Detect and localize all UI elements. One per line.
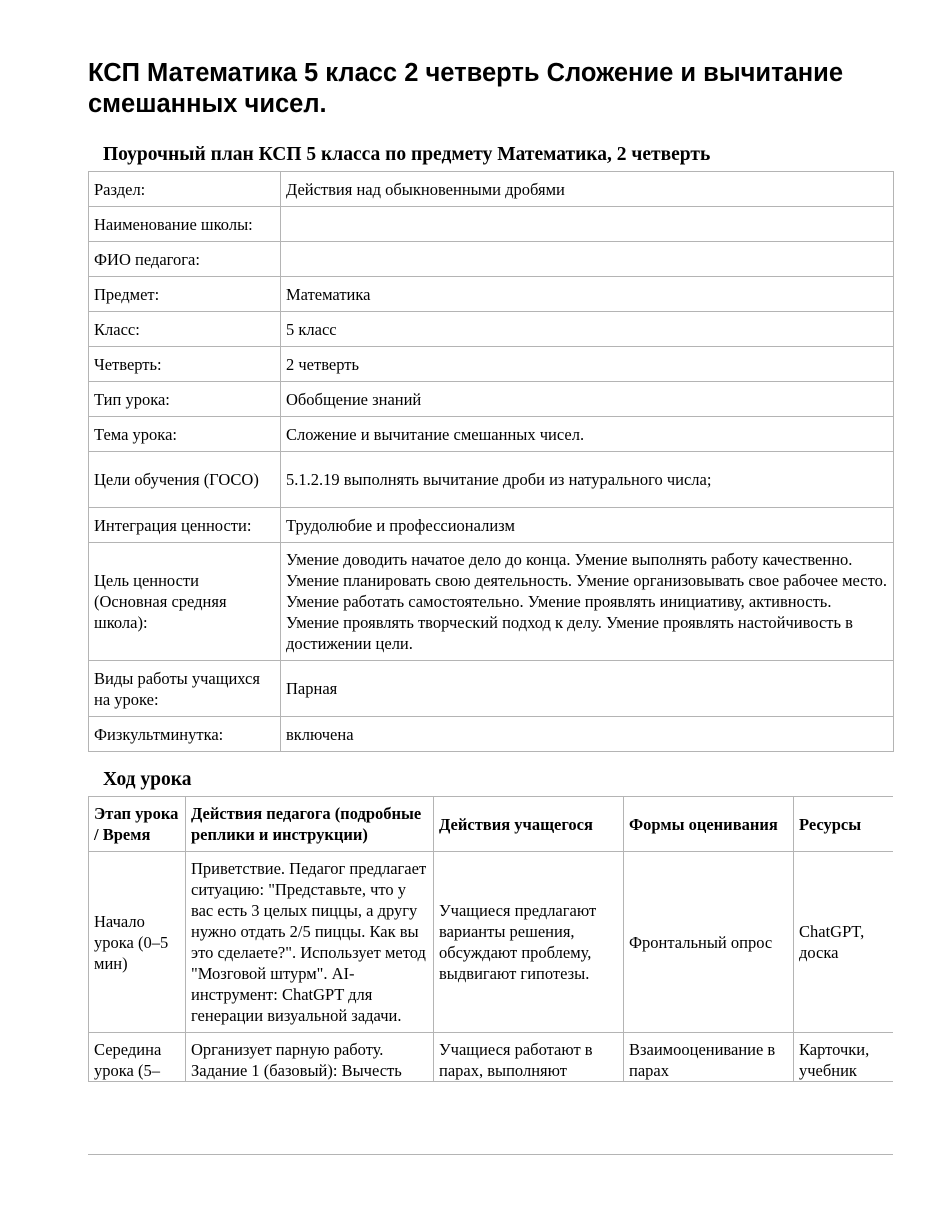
- info-row-learning-goals: [89, 452, 894, 508]
- info-row-work-types: [89, 661, 894, 717]
- flow-assessment: Взаимооценивание в парах: [624, 1033, 794, 1082]
- info-label: Четверть:: [89, 347, 281, 382]
- header-resources: Ресурсы: [794, 797, 894, 852]
- info-value: включена: [281, 717, 894, 752]
- info-value: Сложение и вычитание смешанных чисел.: [281, 417, 894, 452]
- flow-header-row: [89, 797, 894, 852]
- flow-resources: Карточки, учебник: [794, 1033, 894, 1082]
- info-label: Цели обучения (ГОСО): [89, 452, 281, 508]
- header-assessment: Формы оценивания: [624, 797, 794, 852]
- lesson-flow-container: [88, 796, 893, 1155]
- info-row-value-integration: [89, 508, 894, 543]
- flow-student-actions: Учащиеся работают в парах, выполняют: [434, 1033, 624, 1082]
- flow-student-actions: Учащиеся предлагают варианты решения, обсуждают проблему, выдвигают гипотезы.: [434, 852, 624, 1033]
- info-value: 5.1.2.19 выполнять вычитание дроби из натурального числа;: [281, 452, 894, 508]
- flow-heading: Ход урока: [103, 769, 192, 790]
- info-row-value-goal: [89, 543, 894, 661]
- info-label: Физкультминутка:: [89, 717, 281, 752]
- flow-stage: Начало урока (0–5 мин): [89, 852, 186, 1033]
- info-label: Виды работы учащихся на уроке:: [89, 661, 281, 717]
- info-label: Цель ценности (Основная средняя школа):: [89, 543, 281, 661]
- info-value: [281, 242, 894, 277]
- info-row-teacher: [89, 242, 894, 277]
- info-label: Раздел:: [89, 172, 281, 207]
- flow-teacher-actions: Приветствие. Педагог предлагает ситуацию: "Представьте, что у вас есть 3 целых пиццы, а другу нужно отдать 2/5 пиццы. Как вы это сделаете?". Использует метод "Мозговой штурм". AI-инструмент: ChatGPT для генерации визуальной задачи.: [186, 852, 434, 1033]
- info-value: 5 класс: [281, 312, 894, 347]
- info-value: [281, 207, 894, 242]
- info-value: 2 четверть: [281, 347, 894, 382]
- info-row-grade: [89, 312, 894, 347]
- info-row-physical-break: [89, 717, 894, 752]
- info-row-school: [89, 207, 894, 242]
- info-label: Тема урока:: [89, 417, 281, 452]
- flow-resources: ChatGPT, доска: [794, 852, 894, 1033]
- info-label: Интеграция ценности:: [89, 508, 281, 543]
- flow-stage: Середина урока (5–: [89, 1033, 186, 1082]
- info-label: Тип урока:: [89, 382, 281, 417]
- document-page: [88, 58, 893, 1155]
- info-row-topic: [89, 417, 894, 452]
- info-value: Действия над обыкновенными дробями: [281, 172, 894, 207]
- info-value: Обобщение знаний: [281, 382, 894, 417]
- info-label: Класс:: [89, 312, 281, 347]
- info-value: Математика: [281, 277, 894, 312]
- lesson-info-table: [88, 171, 894, 752]
- info-row-section: [89, 172, 894, 207]
- info-label: Наименование школы:: [89, 207, 281, 242]
- flow-row-middle: [89, 1033, 894, 1082]
- lesson-flow-table: [88, 796, 893, 1082]
- info-label: Предмет:: [89, 277, 281, 312]
- info-value: Парная: [281, 661, 894, 717]
- info-value: Умение доводить начатое дело до конца. Умение выполнять работу качественно. Умение планировать свою деятельность. Умение организовывать свое рабочее место. Умение работать самостоятельно. Умение проявлять инициативу, активность. Умение проявлять творческий подход к делу. Умение проявлять настойчивость в достижении цели.: [281, 543, 894, 661]
- header-teacher-actions: Действия педагога (подробные реплики и инструкции): [186, 797, 434, 852]
- info-value: Трудолюбие и профессионализм: [281, 508, 894, 543]
- plan-heading: Поурочный план КСП 5 класса по предмету Математика, 2 четверть: [103, 144, 711, 165]
- document-title: КСП Математика 5 класс 2 четверть Сложение и вычитание смешанных чисел.: [88, 59, 844, 118]
- header-stage: Этап урока / Время: [89, 797, 186, 852]
- info-row-lesson-type: [89, 382, 894, 417]
- info-label: ФИО педагога:: [89, 242, 281, 277]
- info-row-quarter: [89, 347, 894, 382]
- info-row-subject: [89, 277, 894, 312]
- flow-teacher-actions: Организует парную работу. Задание 1 (базовый): Вычесть: [186, 1033, 434, 1082]
- flow-assessment: Фронтальный опрос: [624, 852, 794, 1033]
- header-student-actions: Действия учащегося: [434, 797, 624, 852]
- flow-row-start: [89, 852, 894, 1033]
